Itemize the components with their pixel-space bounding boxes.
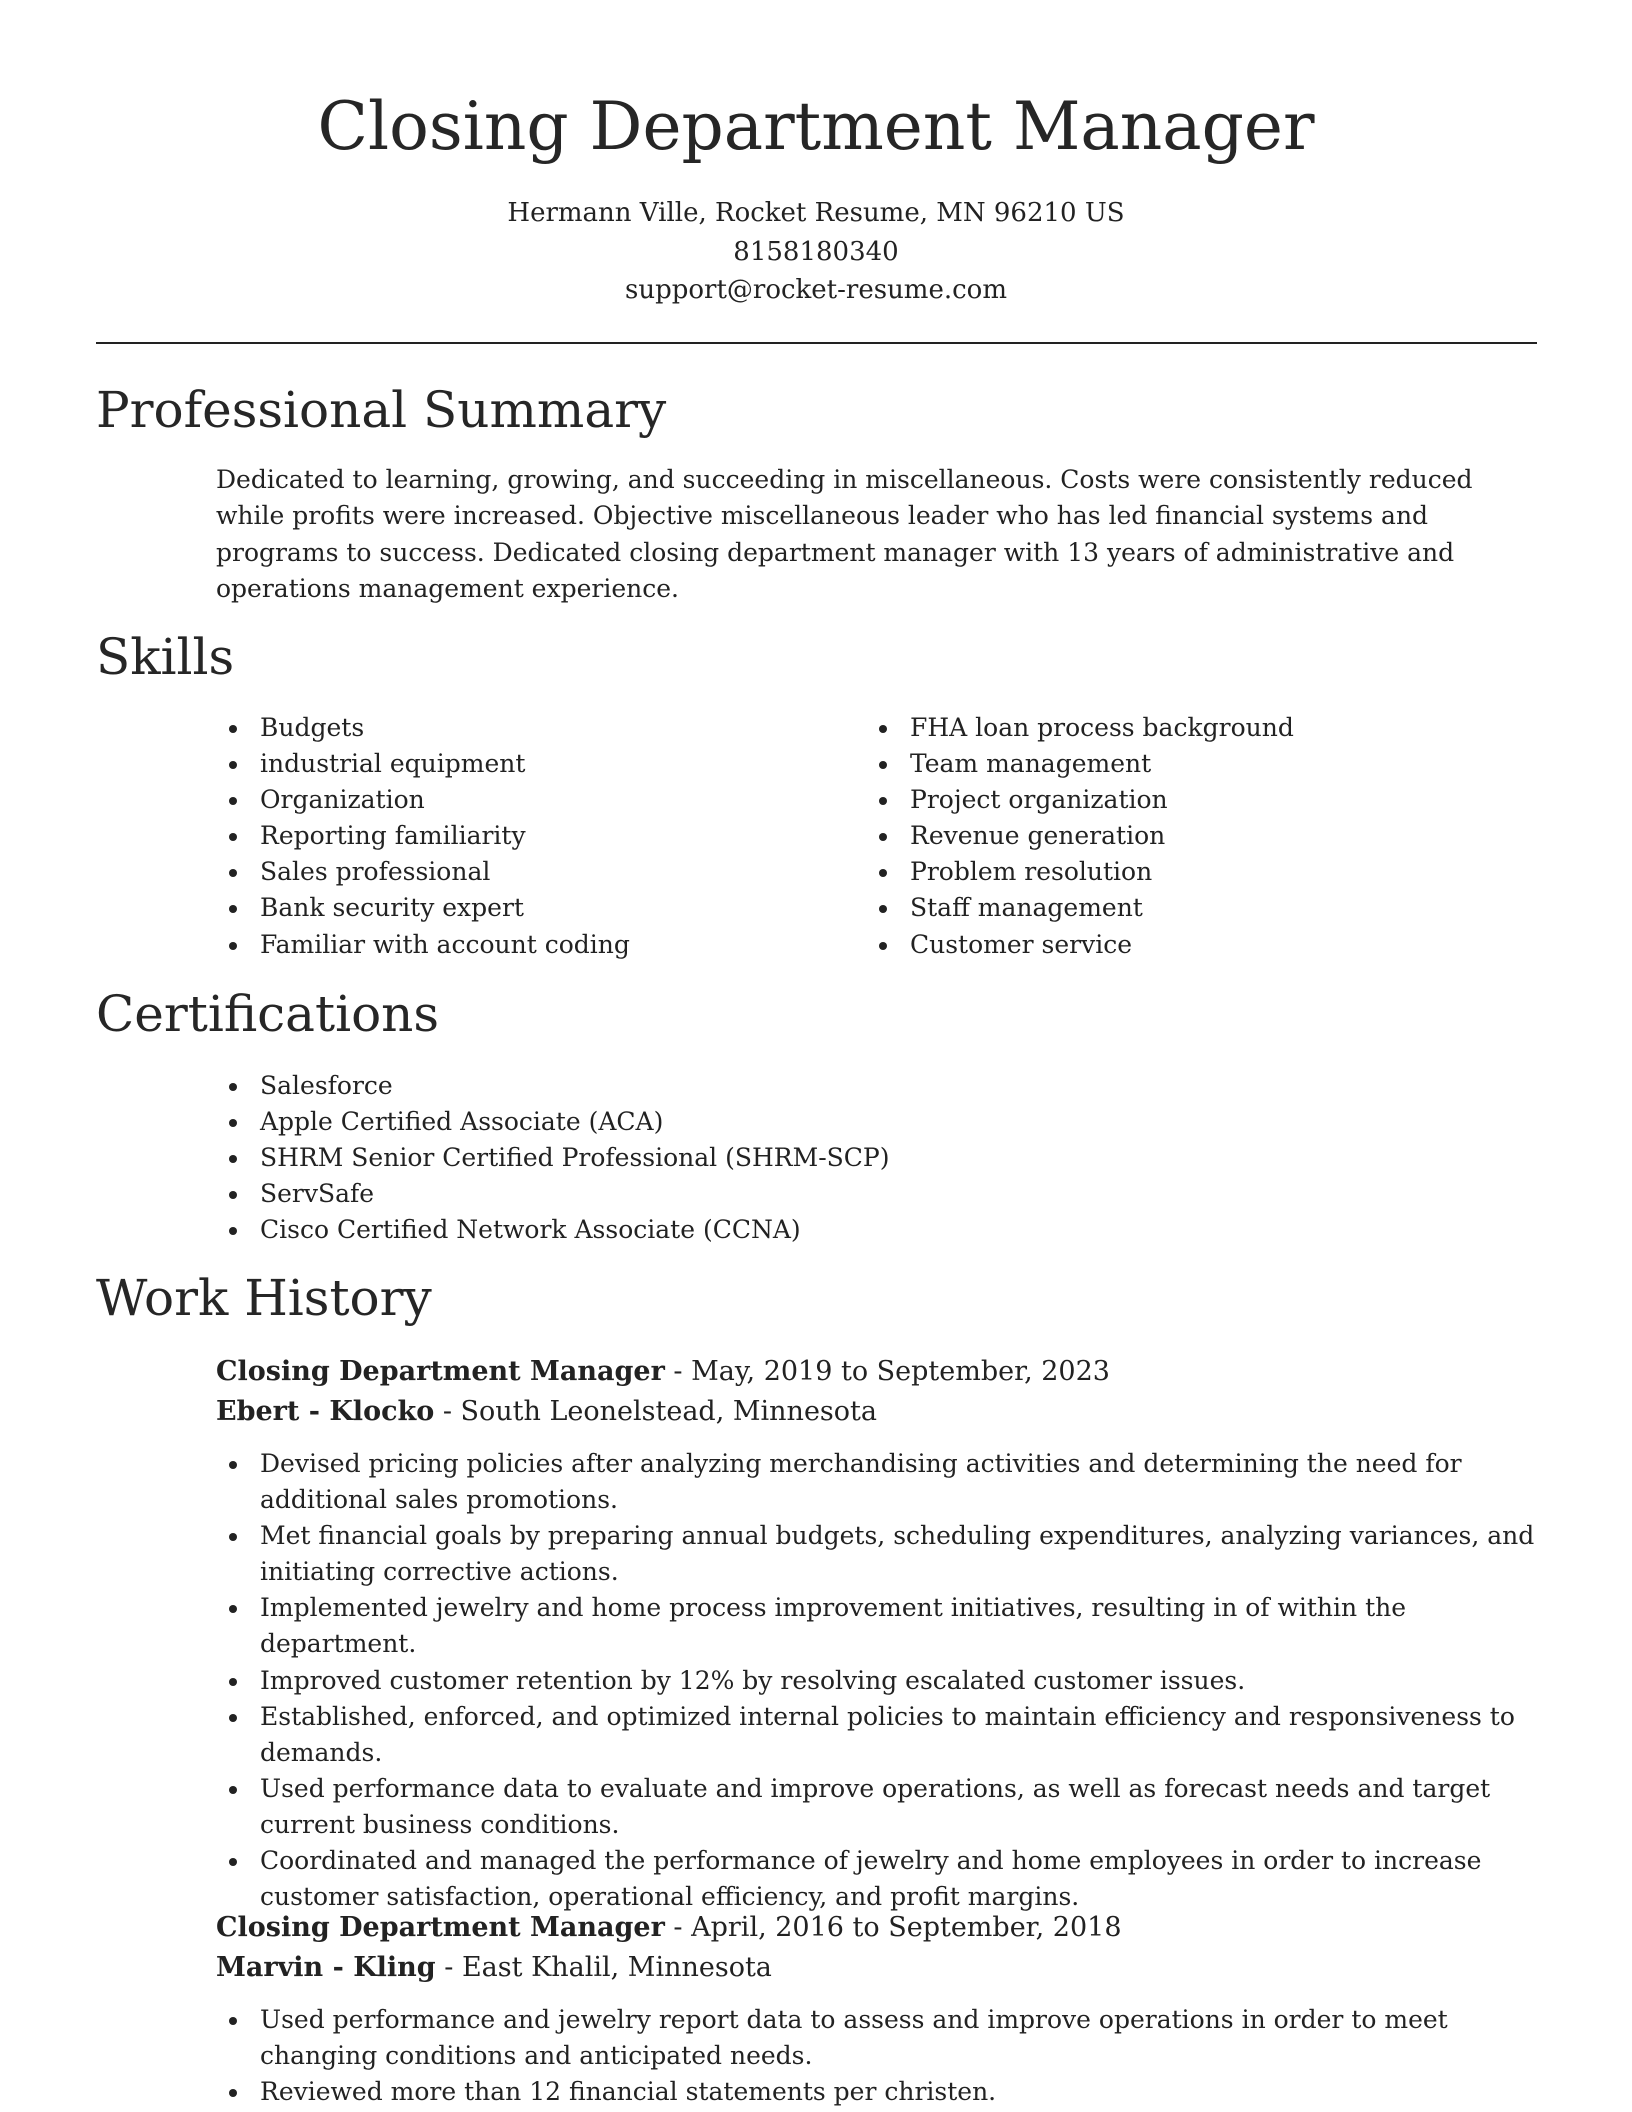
list-item: FHA loan process background xyxy=(866,710,1506,746)
list-item: Familiar with account coding xyxy=(216,927,816,963)
skills-list-left xyxy=(216,710,816,963)
list-item: Coordinated and managed the performance of jewelry and home employees in order to increase customer satisfaction, operational efficiency, and profit margins. xyxy=(216,1843,1541,1915)
list-item: Used performance data to evaluate and improve operations, as well as forecast needs and target current business conditions. xyxy=(216,1771,1541,1843)
list-item: Implemented jewelry and home process improvement initiatives, resulting in of within the department. xyxy=(216,1590,1541,1662)
job-company: Marvin - Kling xyxy=(216,1952,436,1983)
job-company: Ebert - Klocko xyxy=(216,1396,435,1427)
job-role: Closing Department Manager xyxy=(216,1356,665,1387)
section-title-work-history: Work History xyxy=(96,1269,432,1327)
skills-list-right xyxy=(866,710,1506,963)
job-location: - East Khalil, Minnesota xyxy=(435,1952,772,1983)
list-item: Budgets xyxy=(216,710,816,746)
list-item: Problem resolution xyxy=(866,854,1506,890)
list-item: Team management xyxy=(866,746,1506,782)
list-item: Met financial goals by preparing annual budgets, scheduling expenditures, analyzing variances, and initiating corrective actions. xyxy=(216,1518,1541,1590)
list-item: industrial equipment xyxy=(216,746,816,782)
list-item: Used performance and jewelry report data to assess and improve operations in order to meet changing conditions and anticipated needs. xyxy=(216,2002,1541,2074)
contact-address: Hermann Ville, Rocket Resume, MN 96210 US xyxy=(507,198,1125,228)
list-item: Apple Certified Associate (ACA) xyxy=(216,1104,1516,1140)
contact-info xyxy=(0,194,1632,310)
job-title-line xyxy=(216,1908,1122,1948)
job-role: Closing Department Manager xyxy=(216,1912,665,1943)
list-item: Reporting familiarity xyxy=(216,818,816,854)
certifications-list xyxy=(216,1068,1516,1248)
list-item: Devised pricing policies after analyzing merchandising activities and determining the need for additional sales promotions. xyxy=(216,1446,1541,1518)
header-divider xyxy=(96,342,1537,344)
job-company-line xyxy=(216,1948,772,1988)
section-title-skills: Skills xyxy=(96,628,235,686)
job-title-line xyxy=(216,1352,1110,1392)
list-item: Organization xyxy=(216,782,816,818)
section-title-certifications: Certifications xyxy=(96,985,440,1043)
list-item: ServSafe xyxy=(216,1176,1516,1212)
list-item: Sales professional xyxy=(216,854,816,890)
job-location: - South Leonelstead, Minnesota xyxy=(434,1396,877,1427)
list-item: Customer service xyxy=(866,927,1506,963)
job-dates: - May, 2019 to September, 2023 xyxy=(664,1356,1110,1387)
section-title-summary: Professional Summary xyxy=(96,381,667,439)
list-item: Improved customer retention by 12% by resolving escalated customer issues. xyxy=(216,1663,1541,1699)
job-company-line xyxy=(216,1392,877,1432)
list-item: Cisco Certified Network Associate (CCNA) xyxy=(216,1212,1516,1248)
contact-email: support@rocket-resume.com xyxy=(624,275,1007,305)
list-item: Bank security expert xyxy=(216,890,816,926)
job-bullets xyxy=(216,2002,1541,2110)
job-bullets xyxy=(216,1446,1541,1915)
list-item: Salesforce xyxy=(216,1068,1516,1104)
list-item: Staff management xyxy=(866,890,1506,926)
list-item: Reviewed more than 12 financial statements per christen. xyxy=(216,2074,1541,2110)
job-dates: - April, 2016 to September, 2018 xyxy=(664,1912,1122,1943)
list-item: Established, enforced, and optimized internal policies to maintain efficiency and responsiveness to demands. xyxy=(216,1699,1541,1771)
list-item: Project organization xyxy=(866,782,1506,818)
summary-text: Dedicated to learning, growing, and succeeding in miscellaneous. Costs were consistently reduced while profits were increased. Objective miscellaneous leader who has led financial systems and programs to success. Dedicated closing department manager with 13 years of administrative and operations management experience. xyxy=(216,465,1473,603)
candidate-name: Closing Department Manager xyxy=(317,88,1315,165)
list-item: SHRM Senior Certified Professional (SHRM-SCP) xyxy=(216,1140,1516,1176)
contact-phone: 8158180340 xyxy=(733,236,899,267)
list-item: Revenue generation xyxy=(866,818,1506,854)
